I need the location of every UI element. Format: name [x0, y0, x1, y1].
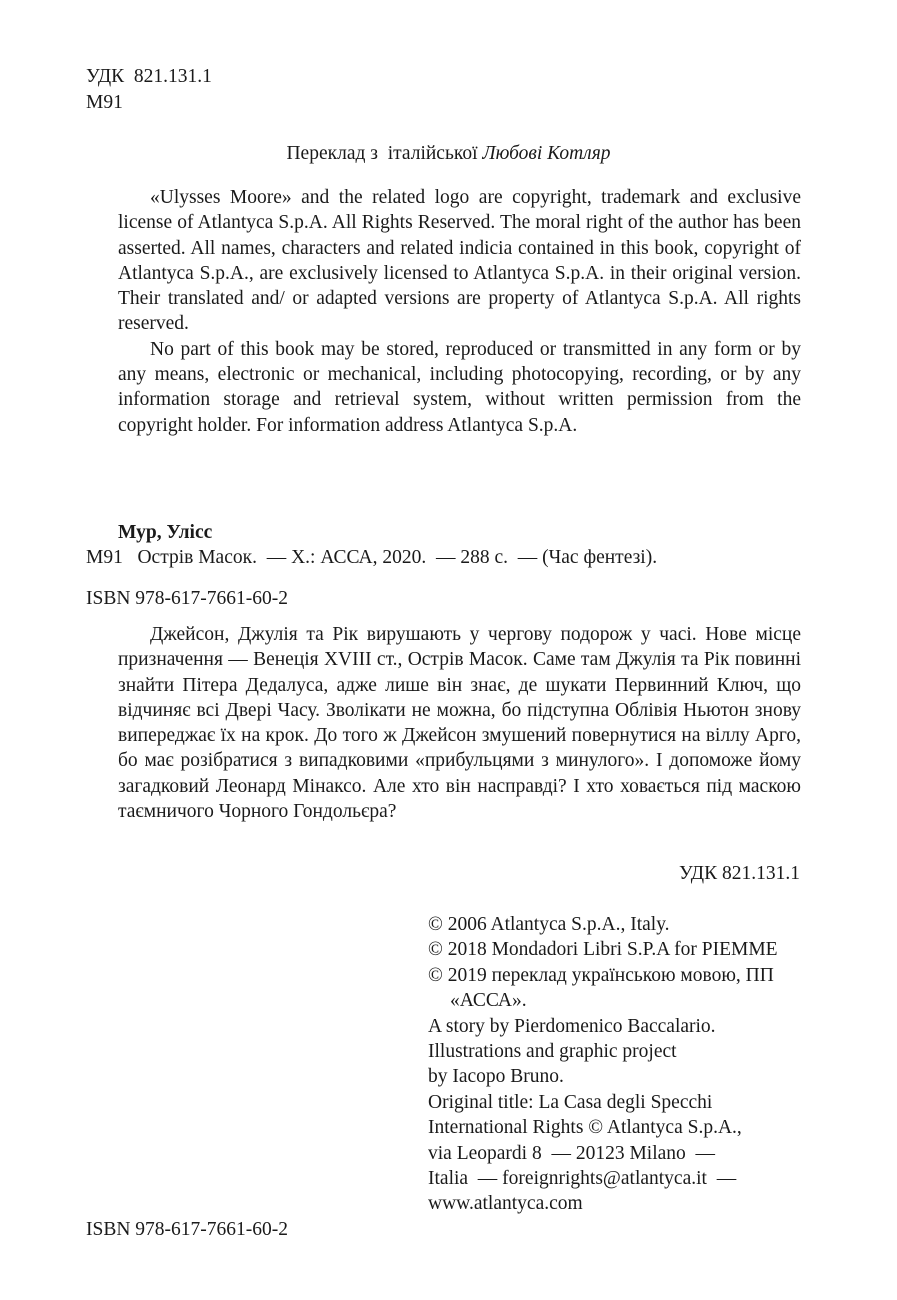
- translation-credit: [0, 141, 897, 167]
- author-mark: М91: [86, 92, 123, 113]
- catalog-entry: М91 Острів Масок. — Х.: АССА, 2020. — 288 с. — (Час фентезі).: [86, 547, 658, 568]
- udk-header: [86, 64, 212, 116]
- book-annotation: Джейсон, Джулія та Рік вирушають у чергову подорож у часі. Нове місце призначення — Венеція XVIII ст., Острів Масок. Саме там Джулія та Рік повинні знайти Пітера Дедалуса, адже лише він знає, де шукати Первинний Ключ, що відчиняє всі Двері Часу. Зволікати не можна, бо підступна Облівія Ньютон знову випереджає їх на крок. До того ж Джейсон змушений повернутися на віллу Арго, бо має розібратися з випадковими «прибульцями з минулого». І допоможе йому загадковий Леонард Мінаксо. Але хто він насправді? І хто ховається під маскою таємничого Чорного Гондольєра?: [118, 624, 801, 823]
- copyright-paragraph-2: No part of this book may be stored, reproduced or transmitted in any form or by any means, electronic or mechanical, including photocopying, recording, or by any information storage and retrieval system, without written permission from the copyright holder. For information address Atlantyca S.p.A.: [118, 338, 801, 436]
- credit-illustrator: by Iacopo Bruno.: [428, 1066, 564, 1088]
- credit-rights: International Rights © Atlantyca S.p.A.,: [428, 1117, 742, 1139]
- credit-copyright-2019: © 2019 переклад українською мовою, ПП «АССА».: [428, 964, 774, 1012]
- translator-name: Любові Котляр: [482, 143, 611, 164]
- udk-right: УДК 821.131.1: [678, 863, 800, 884]
- credits-block: [428, 912, 808, 1217]
- credit-copyright-2006: © 2006 Atlantyca S.p.A., Italy.: [428, 914, 670, 935]
- catalog-isbn: ISBN 978-617-7661-60-2: [86, 588, 289, 609]
- isbn-bottom: ISBN 978-617-7661-60-2: [86, 1219, 289, 1240]
- credit-story: A story by Pierdomenico Baccalario.: [428, 1015, 716, 1037]
- credit-copyright-2018: © 2018 Mondadori Libri S.P.A for PIEMME: [428, 939, 778, 961]
- translation-prefix: Переклад з італійської: [286, 143, 483, 164]
- credit-address: via Leopardi 8 — 20123 Milano —: [428, 1142, 716, 1164]
- catalog-author: Мур, Улісс: [118, 522, 213, 543]
- credit-illustrations: Illustrations and graphic project: [428, 1041, 677, 1063]
- copyright-paragraph-1: «Ulysses Moore» and the related logo are copyright, trademark and exclusive license of Atlantyca S.p.A. All Rights Reserved. The moral right of the author has been asserted. All names, characters and related indicia contained in this book, copyright of Atlantyca S.p.A., are exclusively licensed to Atlantyca S.p.A. in their original version. Their translated and/ or adapted versions are property of Atlantyca S.p.A. All rights reserved.: [118, 187, 801, 335]
- credit-original-title: Original title: La Casa degli Specchi: [428, 1091, 713, 1113]
- udk-code: УДК 821.131.1: [86, 66, 212, 87]
- credit-website: www.atlantyca.com: [428, 1193, 583, 1215]
- copyright-notice: [118, 185, 801, 438]
- credit-email: Italia — foreignrights@atlantyca.it —: [428, 1168, 737, 1190]
